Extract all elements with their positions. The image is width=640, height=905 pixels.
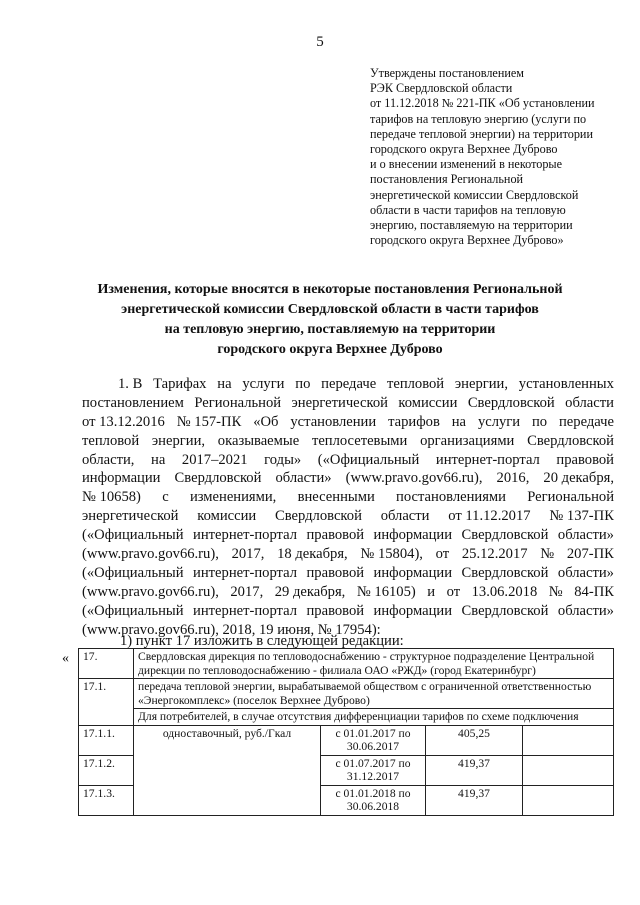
word: интернет-портал (435, 451, 540, 468)
word: энергетической (291, 394, 388, 411)
table-row (79, 679, 614, 709)
word: области» (275, 470, 332, 487)
word: («Официальный (317, 451, 420, 468)
paragraph-line (82, 602, 614, 621)
word: на (217, 376, 232, 392)
tariff-table (78, 648, 614, 816)
word: области» (557, 602, 614, 619)
table-row (79, 725, 614, 755)
word: области (380, 508, 430, 525)
word: № 15804), (360, 546, 423, 563)
paragraph-line (82, 469, 614, 488)
word: передаче (558, 413, 614, 430)
word: («Официальный (82, 527, 184, 544)
word: № (540, 546, 555, 563)
word: Свердловской (527, 432, 614, 449)
tariff-value: 419,37 (426, 785, 523, 815)
heading-line: Изменения, которые вносятся в некоторые постановления Региональной (97, 282, 563, 297)
word: от 13.12.2016 (82, 413, 165, 430)
word: 18 декабря, (277, 546, 348, 563)
paragraph-line (82, 583, 614, 602)
row-text: передача тепловой энергии, вырабатываемой обществом с ограниченной ответственностью «Энергокомплекс» (поселок Верхнее Дуброво) (134, 679, 614, 709)
word: внесенными (297, 489, 375, 506)
word: по (531, 413, 548, 430)
word: установленных (518, 376, 614, 392)
rate-type: одноставочный, руб./Гкал (134, 725, 321, 815)
word: («Официальный (82, 564, 184, 581)
row-number: 17.1.2. (79, 755, 134, 785)
paragraph-line (82, 394, 614, 413)
word: «Об (253, 413, 279, 430)
paragraph-line (82, 545, 614, 564)
word: 1. В (118, 376, 143, 392)
word: 29 декабря, (274, 583, 346, 600)
word: (www.pravo.gov66.ru), (82, 583, 219, 600)
word: изменениями, (189, 489, 277, 506)
word: информации (82, 470, 161, 487)
word: интернет-портал (193, 602, 297, 619)
word: области, (82, 451, 135, 468)
table-row (79, 709, 614, 726)
paragraph-line (82, 564, 614, 583)
empty-cell (523, 755, 614, 785)
approval-line: Утверждены постановлением (370, 66, 525, 80)
word: передаче (321, 376, 377, 392)
word: правовой (306, 527, 365, 544)
word: постановлениями (396, 489, 506, 506)
word: организациями (420, 432, 515, 449)
paragraph-line (82, 413, 614, 432)
word: 207-ПК (566, 546, 614, 563)
paragraph-line (82, 451, 614, 470)
document-heading (60, 280, 600, 360)
word: Свердловской (275, 508, 362, 525)
word: № (548, 583, 563, 600)
approval-line: тарифов на тепловую энергию (услуги по (370, 111, 587, 126)
word: 2016, (496, 470, 530, 487)
word: 84-ПК (574, 583, 614, 600)
word: № 137-ПК (549, 508, 614, 525)
paragraph-line (82, 375, 614, 394)
word: энергии, (151, 432, 206, 449)
empty-cell (523, 785, 614, 815)
word: услуги (477, 413, 521, 430)
word: Свердловской (461, 527, 549, 544)
word: энергии, (454, 376, 509, 392)
word: информации (373, 527, 453, 544)
word: услуги (242, 376, 285, 392)
row-number: 17.1.3. (79, 785, 134, 815)
approval-line: передаче тепловой энергии) на территории (370, 126, 593, 141)
approval-line: от 11.12.2018 № 221-ПК «Об установлении (370, 96, 595, 111)
word: и (427, 583, 436, 600)
word: правовой (556, 451, 614, 468)
approval-line: городского округа Верхнее Дуброво (370, 142, 558, 157)
approval-line: энергию, поставляемую на территории (370, 218, 573, 233)
paragraph-line (82, 488, 614, 507)
word: 13.06.2018 (471, 583, 538, 600)
word: 25.12.2017 (461, 546, 528, 563)
word: на (451, 413, 467, 430)
word: правовой (306, 602, 365, 619)
approval-line: энергетической комиссии Свердловской (370, 187, 579, 202)
word: Региональной (194, 394, 282, 411)
approval-line: городского округа Верхнее Дуброво» (370, 233, 564, 248)
word: энергетической (82, 508, 179, 525)
tariff-value: 419,37 (426, 755, 523, 785)
empty-cell (523, 725, 614, 755)
word: № 16105) (356, 583, 416, 600)
word: годы» (264, 451, 302, 468)
word: 2017–2021 (181, 451, 248, 468)
word: (www.pravo.gov66.ru), (345, 470, 483, 487)
page-number: 5 (316, 34, 324, 50)
approval-block (370, 66, 630, 248)
word: правовой (306, 564, 365, 581)
word: информации (373, 564, 453, 581)
word: теплосетевыми (311, 432, 408, 449)
table-row (79, 649, 614, 679)
word: Свердловской (461, 602, 549, 619)
row-number: 17.1. (79, 679, 134, 726)
word: Свердловской (467, 394, 555, 411)
approval-line: постановления Региональной (370, 172, 524, 187)
word: от (446, 583, 461, 600)
word: области (565, 394, 614, 411)
word: (www.pravo.gov66.ru), 2018, 19 июня, № 17954): (82, 621, 381, 638)
word: № 157-ПК (176, 413, 242, 430)
word: (www.pravo.gov66.ru), (82, 546, 219, 563)
word: тепловой (386, 376, 445, 392)
word: оказываемые (217, 432, 300, 449)
word: установлении (290, 413, 377, 430)
paragraph-line (82, 432, 614, 451)
tariff-value: 405,25 (426, 725, 523, 755)
word: по (295, 376, 311, 392)
row-text: Свердловская дирекция по тепловодоснабжению - структурное подразделение Центральной дирекции по тепловодоснабжению - филиала ОАО «РЖД» (город Екатеринбург) (134, 649, 614, 679)
word: 2017, (230, 583, 264, 600)
word: Региональной (527, 489, 614, 506)
word: Свердловской (461, 564, 549, 581)
word: интернет-портал (193, 527, 297, 544)
word: комиссии (197, 508, 257, 525)
word: Тарифах (153, 376, 207, 392)
row-number: 17. (79, 649, 134, 679)
period-cell: с 01.07.2017 по 31.12.2017 (321, 755, 426, 785)
period-cell: с 01.01.2018 по 30.06.2018 (321, 785, 426, 815)
approval-line: области в части тарифов на тепловую (370, 202, 566, 217)
word: № 10658) (82, 489, 141, 506)
word: комиссии (398, 394, 458, 411)
word: постановлением (82, 394, 184, 411)
paragraph-line (82, 526, 614, 545)
word: с (162, 489, 169, 506)
word: области» (557, 527, 614, 544)
word: интернет-портал (193, 564, 297, 581)
word: информации (373, 602, 453, 619)
word: 20 декабря, (543, 470, 614, 487)
heading-line: городского округа Верхнее Дуброво (217, 342, 443, 357)
paragraph-line (82, 507, 614, 526)
word: («Официальный (82, 602, 184, 619)
word: 2017, (231, 546, 265, 563)
word: от 11.12.2017 (448, 508, 531, 525)
word: на (151, 451, 166, 468)
approval-line: РЭК Свердловской области (370, 81, 513, 96)
paragraph-1 (82, 375, 614, 639)
row-number: 17.1.1. (79, 725, 134, 755)
word: Свердловской (174, 470, 262, 487)
consumers-text: Для потребителей, в случае отсутствия дифференциации тарифов по схеме подключения (134, 709, 614, 726)
period-cell: с 01.01.2017 по 30.06.2017 (321, 725, 426, 755)
heading-line: энергетической комиссии Свердловской области в части тарифов (121, 302, 539, 317)
word: тепловой (82, 432, 140, 449)
subitem-text: 1) пункт 17 изложить в следующей редакции: (120, 633, 404, 649)
word: тарифов (388, 413, 440, 430)
word: от (435, 546, 450, 563)
approval-line: и о внесении изменений в некоторые (370, 157, 563, 172)
word: области» (557, 564, 614, 581)
opening-quote: « (62, 651, 69, 666)
heading-line: на тепловую энергию, поставляемую на территории (164, 322, 496, 337)
